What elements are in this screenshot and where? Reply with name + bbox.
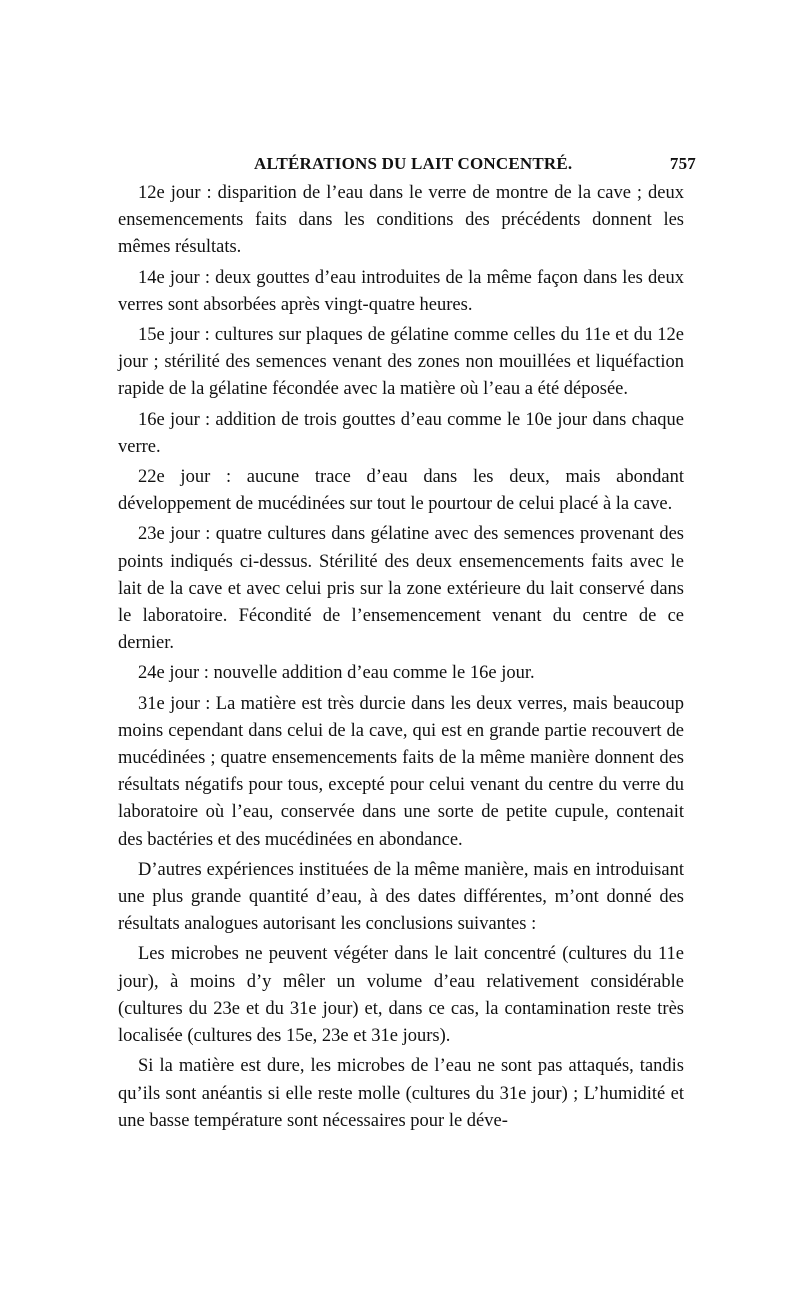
page xyxy=(118,150,696,1138)
paragraph-day-23: 23e jour : quatre cultures dans gélatine avec des semences provenant des points indiqués ci-dessus. Stérilité des deux ensemencements faits avec le lait de la cave et avec celui pris sur la zone extérieure du lait conservé dans le laboratoire. Fécondité de l’ensemencement venant du centre de ce dernier. xyxy=(118,524,684,654)
paragraph-day-24: 24e jour : nouvelle addition d’eau comme le 16e jour. xyxy=(138,663,535,684)
running-head xyxy=(118,150,696,180)
paragraph-day-14: 14e jour : deux gouttes d’eau introduites de la même façon dans les deux verres sont absorbées après vingt-quatre heures. xyxy=(118,267,684,315)
paragraph-day-15: 15e jour : cultures sur plaques de gélatine comme celles du 11e et du 12e jour ; stérilité des semences venant des zones non mouillées et liquéfaction rapide de la gélatine fécondée avec la matière où l’eau a été déposée. xyxy=(118,325,684,400)
page-number: 757 xyxy=(669,154,696,173)
paragraph-conclusion-1: Les microbes ne peuvent végéter dans le lait concentré (cultures du 11e jour), à moins d’y mêler un volume d’eau relativement considérable (cultures du 23e et du 31e jour) et, dans ce cas, la contamination reste très localisée (cultures des 15e, 23e et 31e jours). xyxy=(118,944,684,1047)
paragraph-day-12: 12e jour : disparition de l’eau dans le verre de montre de la cave ; deux ensemencements faits dans les conditions des précédents donnent les mêmes résultats. xyxy=(118,183,684,258)
body-text xyxy=(118,180,684,1135)
paragraph-conclusion-2: Si la matière est dure, les microbes de l’eau ne sont pas attaqués, tandis qu’ils sont anéantis si elle reste molle (cultures du 31e jour) ; L’humidité et une basse température sont nécessaires pour le déve- xyxy=(118,1056,684,1131)
paragraph-day-16: 16e jour : addition de trois gouttes d’eau comme le 10e jour dans chaque verre. xyxy=(118,409,684,457)
running-title: ALTÉRATIONS DU LAIT CONCENTRÉ. xyxy=(254,154,573,173)
paragraph-day-31: 31e jour : La matière est très durcie dans les deux verres, mais beaucoup moins cependant dans celui de la cave, qui est en grande partie recouvert de mucédinées ; quatre ensemencements faits de la même manière donnent des résultats négatifs pour tous, excepté pour celui venant du centre du verre du laboratoire où l’eau, conservée dans une sorte de petite cupule, contenait des bactéries et des mucédinées en abondance. xyxy=(118,693,684,850)
paragraph-other-experiments: D’autres expériences instituées de la même manière, mais en introduisant une plus grande quantité d’eau, à des dates différentes, m’ont donné des résultats analogues autorisant les conclusions suivantes : xyxy=(118,859,684,935)
paragraph-day-22: 22e jour : aucune trace d’eau dans les deux, mais abondant développement de mucédinées sur tout le pourtour de celui placé à la cave. xyxy=(118,467,684,515)
